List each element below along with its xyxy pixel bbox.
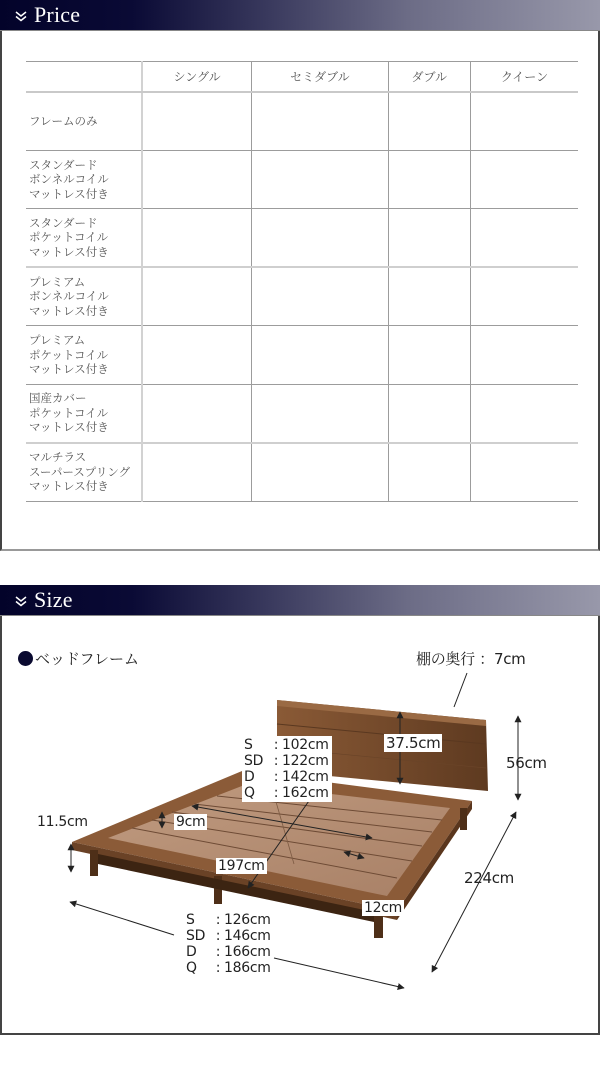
row-header-line: スーパースプリング: [29, 464, 131, 479]
row-header: [26, 443, 142, 502]
price-table-row: [26, 150, 578, 209]
inner-width-row: D : 142cm: [244, 769, 329, 785]
row-header-line: マットレス付き: [29, 303, 109, 318]
price-table-row: [26, 267, 578, 326]
price-cell: [470, 92, 578, 151]
shelf-depth-label: 棚の奥行 ：7cm: [416, 650, 526, 668]
row-header: [26, 267, 142, 326]
inner-width-row: S : 102cm: [244, 737, 329, 753]
price-cell: [470, 209, 578, 268]
total-length-label: 224cm: [464, 869, 514, 887]
outer-width-row: Q : 186cm: [186, 960, 271, 976]
price-table-row: [26, 92, 578, 151]
price-cell: [470, 267, 578, 326]
row-header: [26, 209, 142, 268]
price-table: [26, 61, 578, 502]
outer-width-row: SD : 146cm: [186, 928, 271, 944]
row-header-line: ボンネルコイル: [29, 289, 109, 304]
price-cell: [142, 150, 252, 209]
row-header: [26, 92, 142, 151]
row-header-line: ポケットコイル: [29, 230, 109, 245]
price-cell: [142, 443, 252, 502]
price-cell: [388, 267, 470, 326]
column-header-semi-double: セミダブル: [252, 62, 389, 92]
row-header: [26, 326, 142, 385]
double-chevron-down-icon: [14, 594, 28, 608]
row-header-line: ポケットコイル: [29, 347, 109, 362]
frame-height-label: 11.5cm: [37, 814, 88, 830]
price-panel: [0, 31, 600, 551]
price-cell: [470, 384, 578, 443]
row-header-line: プレミアム: [29, 333, 86, 347]
inner-depth-label: 9cm: [176, 814, 206, 830]
inner-width-row: SD : 122cm: [244, 753, 329, 769]
price-cell: [388, 384, 470, 443]
bed-frame-label-text: ベッドフレーム: [35, 650, 139, 668]
row-header-line: ポケットコイル: [29, 405, 109, 420]
inner-width-row: Q : 162cm: [244, 785, 329, 801]
price-cell: [252, 209, 389, 268]
price-cell: [388, 209, 470, 268]
outer-width-row: S : 126cm: [186, 912, 271, 928]
row-header-line: マットレス付き: [29, 186, 109, 201]
inner-length-label: 197cm: [218, 858, 265, 874]
size-panel: [0, 616, 600, 1035]
row-header-line: スタンダード: [29, 215, 98, 230]
column-header-queen: クイーン: [470, 62, 578, 92]
price-cell: [252, 150, 389, 209]
price-table-row: [26, 326, 578, 385]
bed-frame-illustration: [2, 616, 598, 1035]
price-cell: [142, 92, 252, 151]
price-table-row: [26, 384, 578, 443]
price-cell: [142, 326, 252, 385]
price-table-corner: [26, 62, 142, 92]
price-cell: [142, 267, 252, 326]
row-header-line: マルチラス: [29, 450, 87, 465]
outer-width-row: D : 166cm: [186, 944, 271, 960]
total-height-label: 56cm: [506, 754, 547, 772]
row-header-line: プレミアム: [29, 274, 86, 289]
price-table-row: [26, 209, 578, 268]
double-chevron-down-icon: [14, 9, 28, 23]
price-cell: [252, 267, 389, 326]
price-section-header: [0, 0, 600, 31]
row-header-line: マットレス付き: [29, 420, 109, 435]
price-cell: [388, 92, 470, 151]
column-header-double: ダブル: [388, 62, 470, 92]
column-header-single: シングル: [142, 62, 252, 92]
row-header: [26, 150, 142, 209]
price-cell: [142, 209, 252, 268]
row-header-line: マットレス付き: [29, 362, 109, 376]
row-header: [26, 384, 142, 443]
row-header-line: ボンネルコイル: [29, 172, 109, 186]
price-cell: [252, 92, 389, 151]
row-header-line: マットレス付き: [29, 479, 109, 494]
inner-widths-list: [242, 736, 332, 802]
rim-width-label: 12cm: [364, 900, 402, 916]
price-cell: [252, 384, 389, 443]
price-section-title: Price: [34, 2, 81, 27]
price-cell: [388, 150, 470, 209]
headboard-height-label: 37.5cm: [386, 734, 441, 752]
price-table-row: [26, 443, 578, 502]
price-cell: [470, 150, 578, 209]
row-header-line: スタンダード: [29, 157, 98, 172]
price-cell: [252, 443, 389, 502]
price-table-header-row: [26, 62, 578, 92]
size-section-title: Size: [34, 587, 73, 612]
size-section-header: [0, 585, 600, 616]
row-header-line: フレームのみ: [29, 113, 98, 128]
price-cell: [252, 326, 389, 385]
outer-widths-list: [186, 912, 271, 976]
price-cell: [388, 326, 470, 385]
row-header-line: 国産カバー: [29, 391, 87, 406]
price-cell: [470, 326, 578, 385]
row-header-line: マットレス付き: [29, 244, 109, 259]
price-cell: [142, 384, 252, 443]
price-cell: [388, 443, 470, 502]
price-cell: [470, 443, 578, 502]
